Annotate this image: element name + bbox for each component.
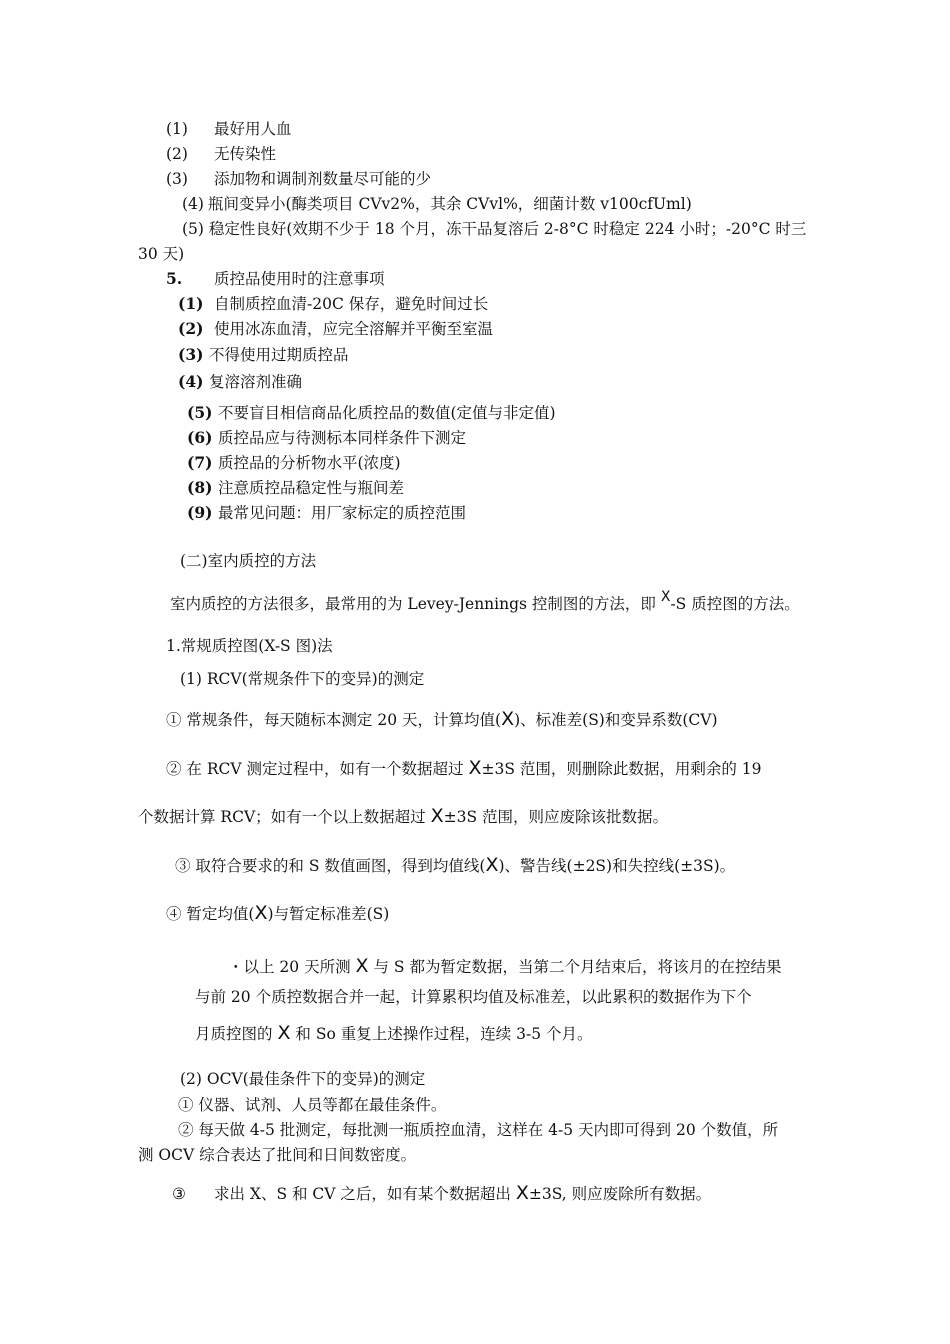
paragraph-line: ・以上 20 天所测 X 与 S 都为暂定数据，当第二个月结束后，将该月的在控结果 [228, 955, 782, 977]
ocv-step: ② 每天做 4-5 批测定，每批测一瓶质控血清，这样在 4-5 天内即可得到 20 个数值，所 [178, 1121, 779, 1139]
ocv-step: ③ 求出 X、S 和 CV 之后，如有某个数据超出 X±3S, 则应废除所有数据。 [172, 1182, 712, 1204]
property-item: (3) 添加物和调制剂数量尽可能的少 [166, 170, 432, 188]
note-item: (4) 复溶溶剂准确 [178, 372, 303, 391]
step-item: ① 常规条件，每天随标本测定 20 天，计算均值(X)、标准差(S)和变异系数(CV) [166, 708, 718, 730]
note-item: (6) 质控品应与待测标本同样条件下测定 [187, 428, 467, 447]
step-item: ④ 暂定均值(X)与暂定标准差(S) [166, 902, 390, 924]
note-item: (8) 注意质控品稳定性与瓶间差 [187, 478, 405, 497]
intro-paragraph: 室内质控的方法很多，最常用的为 Levey-Jennings 控制图的方法，即 X-S 质控图的方法。 [170, 589, 800, 613]
x-bar-symbol: X [355, 955, 369, 977]
x-bar-symbol: X [501, 708, 515, 730]
ocv-heading: (2) OCV(最佳条件下的变异)的测定 [180, 1070, 426, 1088]
x-bar-symbol: X [485, 854, 499, 876]
note-item: (3) 不得使用过期质控品 [178, 345, 349, 364]
property-item: (1) 最好用人血 [166, 120, 292, 138]
property-item: (2) 无传染性 [166, 145, 277, 163]
step-item-continued: 个数据计算 RCV；如有一个以上数据超过 X±3S 范围，则应废除该批数据。 [138, 805, 669, 827]
section-heading: (二)室内质控的方法 [180, 552, 317, 570]
rcv-heading: (1) RCV(常规条件下的变异)的测定 [180, 670, 425, 688]
note-item: (1) 自制质控血清-20C 保存，避免时间过长 [178, 294, 489, 313]
ocv-step-continued: 测 OCV 综合表达了批间和日间数密度。 [138, 1146, 417, 1164]
x-bar-symbol: X [515, 1182, 529, 1204]
section-heading: 5. 质控品使用时的注意事项 [166, 269, 385, 288]
x-bar-symbol: X [660, 589, 671, 605]
step-item: ② 在 RCV 测定过程中，如有一个数据超过 X±3S 范围，则删除此数据，用剩余的 19 [166, 757, 762, 779]
method-heading: 1.常规质控图(X-S 图)法 [166, 637, 333, 655]
x-bar-symbol: X [430, 805, 444, 827]
note-item: (5) 不要盲目相信商品化质控品的数值(定值与非定值) [187, 403, 556, 422]
paragraph-line: 月质控图的 X 和 So 重复上述操作过程，连续 3-5 个月。 [195, 1022, 593, 1044]
note-item: (7) 质控品的分析物水平(浓度) [187, 453, 401, 472]
paragraph-line: 与前 20 个质控数据合并一起，计算累积均值及标准差，以此累积的数据作为下个 [195, 988, 752, 1006]
property-item-5-continued: 30 天) [138, 245, 185, 263]
x-bar-symbol: X [277, 1022, 291, 1044]
property-item-5: (5) 稳定性良好(效期不少于 18 个月，冻干品复溶后 2-8°C 时稳定 224 小时；-20°C 时三 [182, 220, 807, 238]
note-item: (2) 使用冰冻血清，应完全溶解并平衡至室温 [178, 319, 494, 338]
property-item-4: (4) 瓶间变异小(酶类项目 CVv2%，其余 CVvl%，细菌计数 v100cfUml) [182, 195, 692, 213]
note-item: (9) 最常见问题：用厂家标定的质控范围 [187, 503, 467, 522]
x-bar-symbol: X [254, 902, 268, 924]
step-item: ③ 取符合要求的和 S 数值画图，得到均值线(X)、警告线(±2S)和失控线(±3S)。 [175, 854, 736, 876]
x-bar-symbol: X [468, 757, 482, 779]
ocv-step: ① 仪器、试剂、人员等都在最佳条件。 [178, 1096, 447, 1114]
